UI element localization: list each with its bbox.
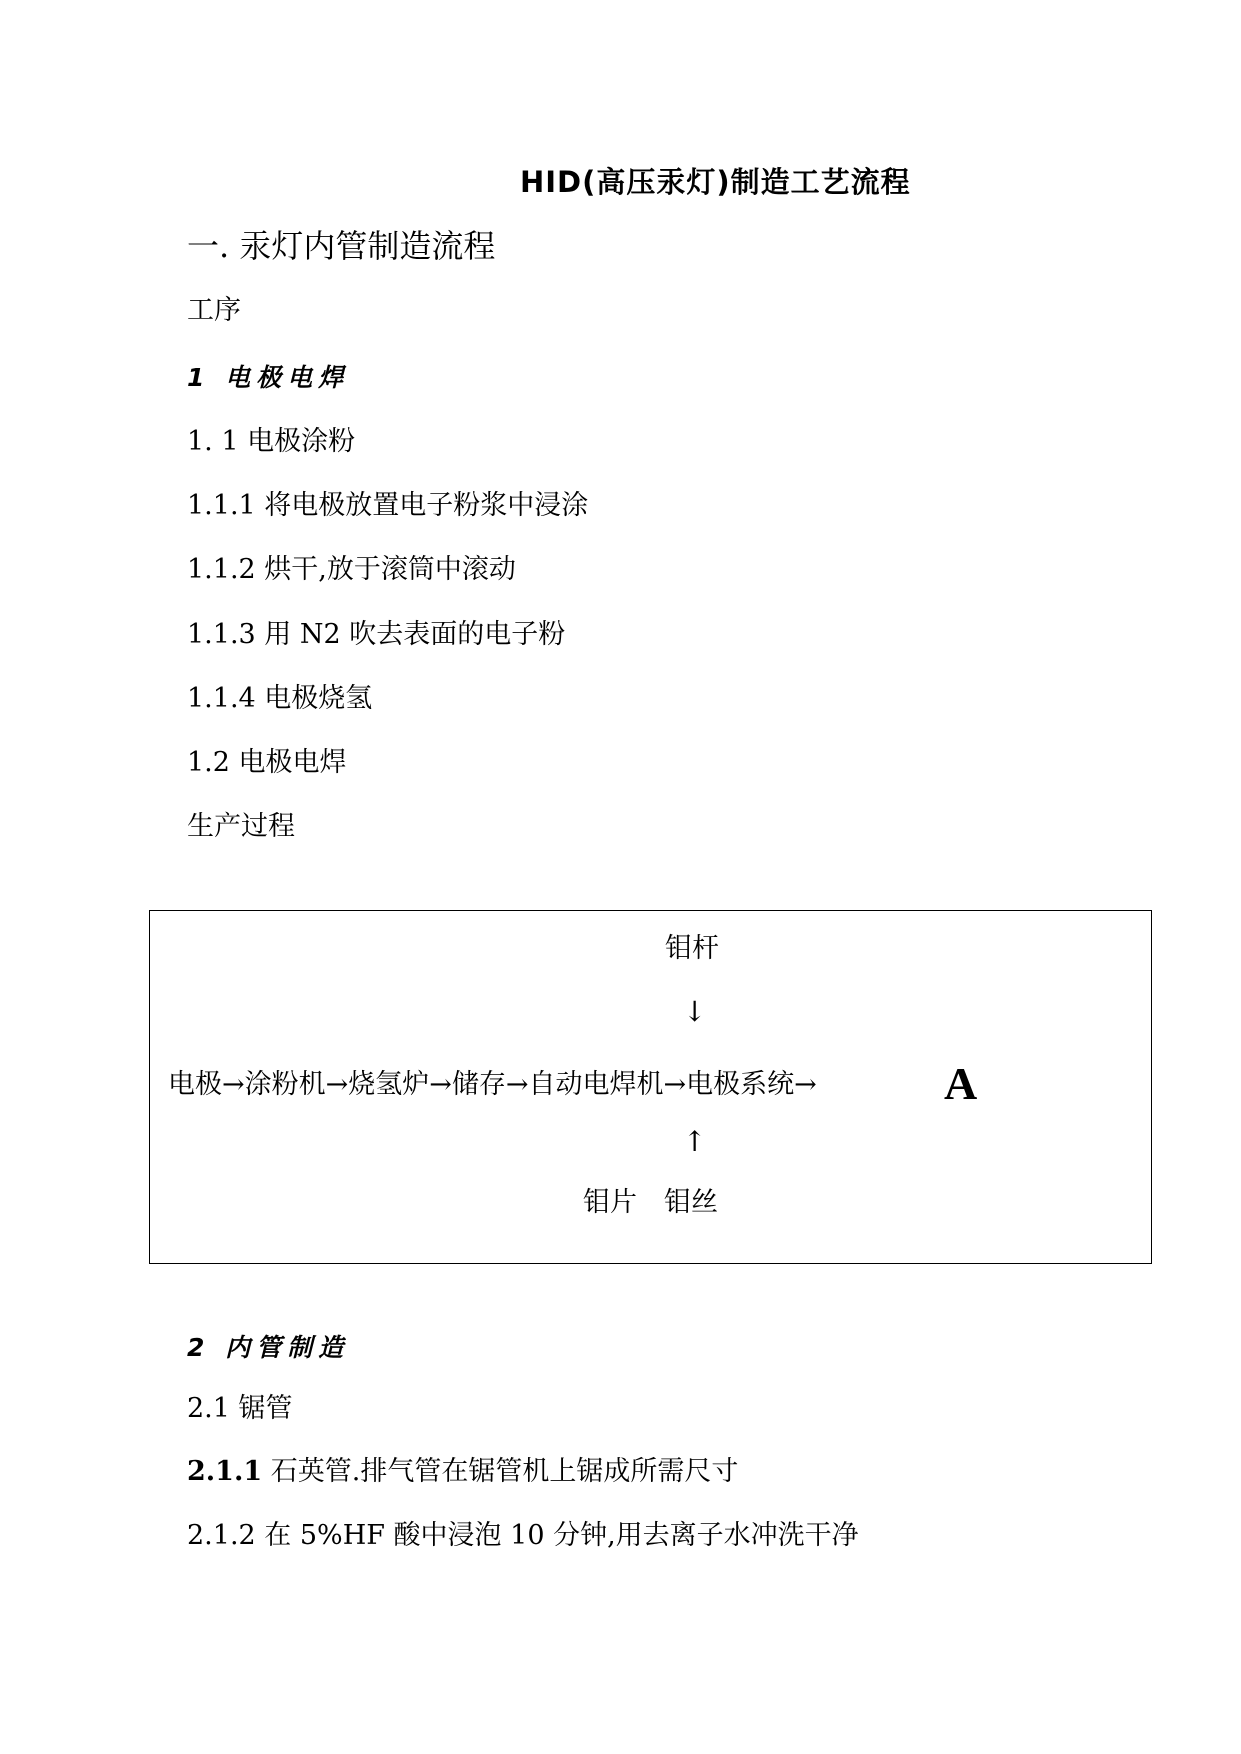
flow-final-node: A [944,1058,978,1109]
production-label: 生产过程 [187,811,295,842]
arrow-down-icon: ↓ [683,995,707,1028]
flow-top-input: 钼杆 [665,933,719,964]
section2-heading: 2 内管制造 [187,1333,350,1362]
item-number: 2.1.1 [187,1456,263,1487]
process-flow-diagram [149,910,1152,1264]
flow-bottom-inputs: 钼片 钼丝 [583,1187,718,1218]
section-heading: 一. 汞灯内管制造流程 [187,227,496,265]
arrow-up-icon: ↑ [683,1125,707,1158]
list-item: 2.1.2 在 5%HF 酸中浸泡 10 分钟,用去离子水冲洗干净 [187,1520,859,1551]
list-item: 1.1.1 将电极放置电子粉浆中浸涂 [187,490,589,521]
list-item [187,1458,738,1485]
list-item: 1. 1 电极涂粉 [187,426,356,457]
section2-sub-heading: 2.1 锯管 [187,1393,293,1424]
list-item: 1.1.4 电极烧氢 [187,683,373,714]
step-heading: 1 电极电焊 [187,363,350,392]
flow-main-chain: 电极→涂粉机→烧氢炉→储存→自动电焊机→电极系统→ [168,1069,817,1100]
list-item: 1.1.2 烘干,放于滚筒中滚动 [187,554,516,585]
process-label: 工序 [187,295,241,326]
document-title: HID(高压汞灯)制造工艺流程 [520,165,911,199]
item-text: 石英管.排气管在锯管机上锯成所需尺寸 [262,1456,739,1487]
list-item: 1.1.3 用 N2 吹去表面的电子粉 [187,619,566,650]
list-item: 1.2 电极电焊 [187,747,347,778]
